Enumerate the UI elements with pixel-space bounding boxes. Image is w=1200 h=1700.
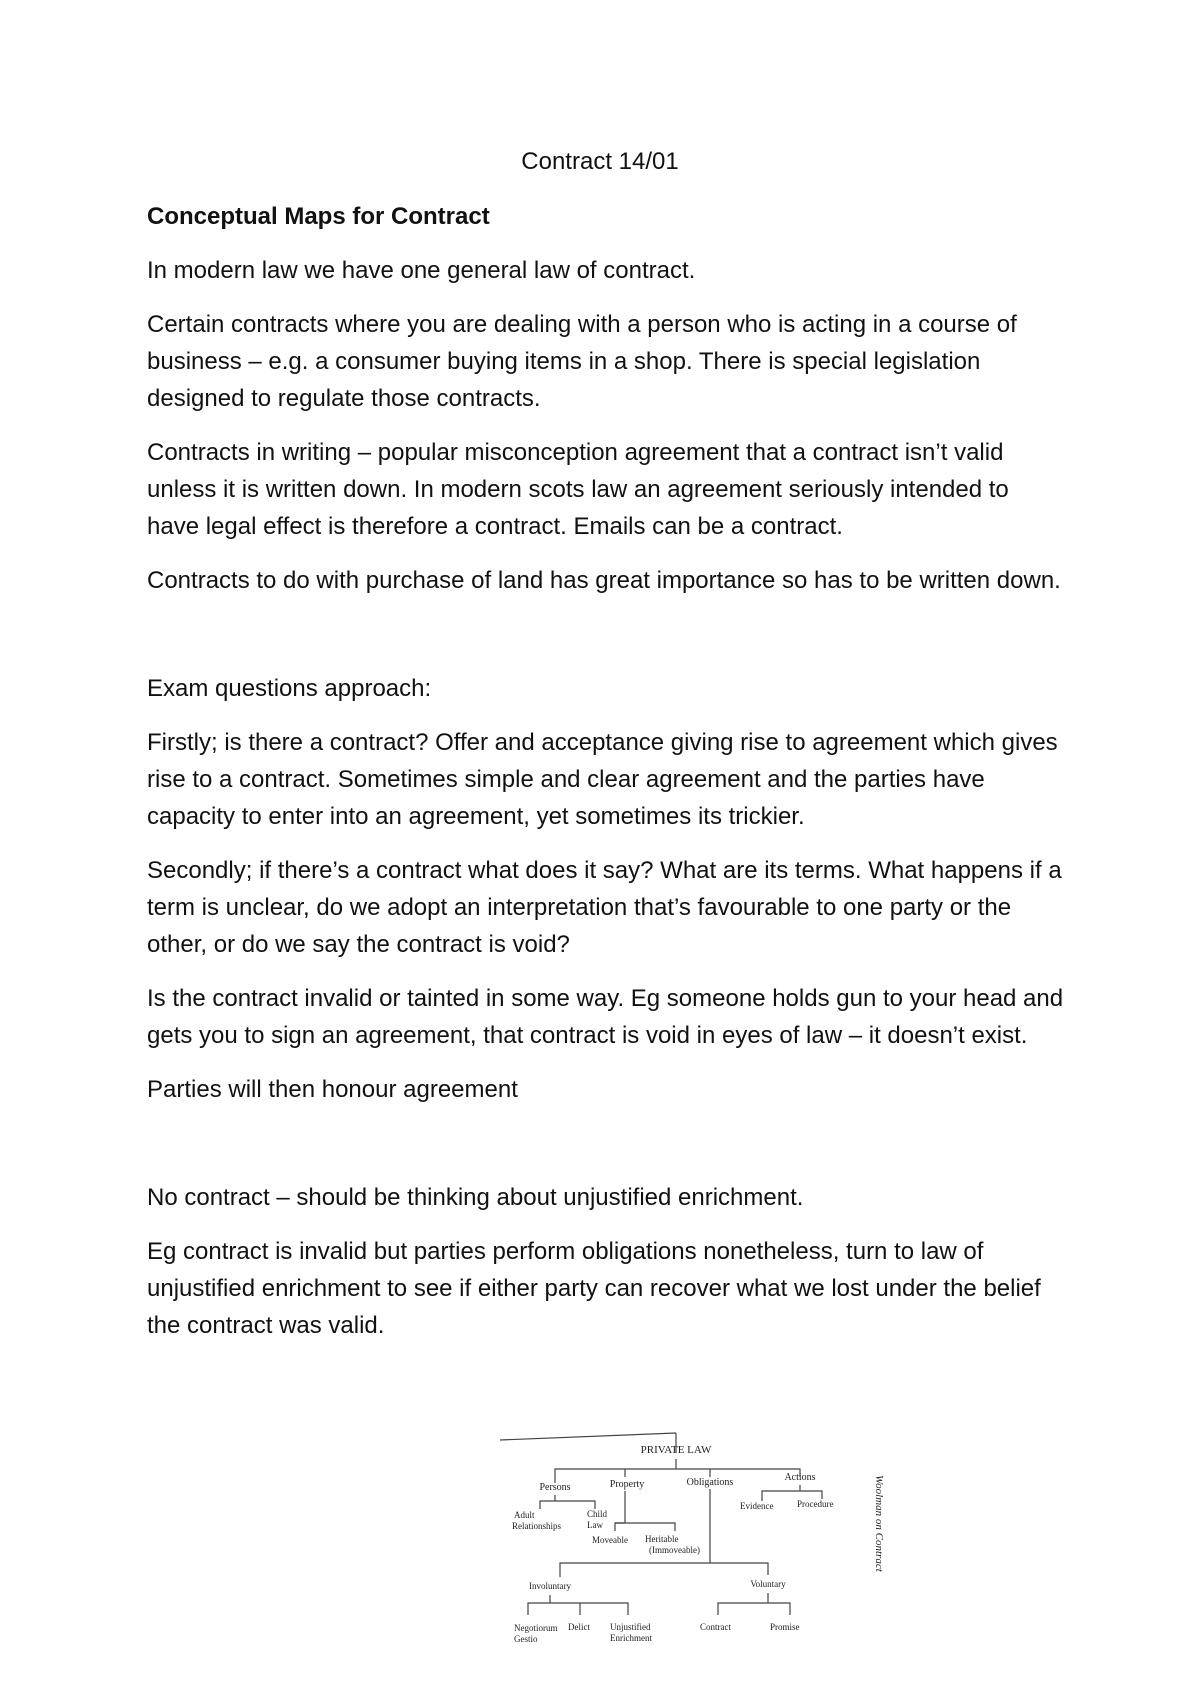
paragraph: Firstly; is there a contract? Offer and acceptance giving rise to agreement which gives rise to a contract. Sometimes simple and clear agreement and the parties have capacity to enter into an agreement, yet sometimes its trickier. xyxy=(147,729,1058,830)
tree-line xyxy=(560,1563,768,1577)
paragraph: Parties will then honour agreement xyxy=(147,1076,518,1103)
paragraph: Contracts to do with purchase of land has great importance so has to be written down. xyxy=(147,567,1061,594)
paragraph: No contract – should be thinking about unjustified enrichment. xyxy=(147,1184,804,1211)
spacer xyxy=(147,616,1067,670)
paragraph: Exam questions approach: xyxy=(147,675,432,702)
private-law-tree-diagram xyxy=(500,1425,910,1695)
node-moveable: Moveable xyxy=(592,1535,628,1545)
tree-line xyxy=(528,1603,628,1615)
paragraph: Eg contract is invalid but parties perform obligations nonetheless, turn to law of unjustified enrichment to see if either party can recover what we lost under the belief the contract was valid. xyxy=(147,1238,1041,1339)
tree-line xyxy=(615,1523,675,1531)
branch-property: Property xyxy=(609,1479,645,1490)
section-heading: Conceptual Maps for Contract xyxy=(147,203,490,230)
node-delict: Delict xyxy=(568,1622,590,1632)
branch-persons: Persons xyxy=(539,1482,571,1493)
paragraph: Contracts in writing – popular misconception agreement that a contract isn’t valid unless it is written down. In modern scots law an agreement seriously intended to have legal effect is therefore a contract. Emails can be a contract. xyxy=(147,439,1009,540)
branch-actions: Actions xyxy=(784,1472,816,1483)
branch-obligations: Obligations xyxy=(686,1477,734,1488)
node-promise: Promise xyxy=(770,1622,800,1632)
node-adult-relationships xyxy=(514,1510,535,1520)
tree-line xyxy=(615,1491,625,1531)
paragraph: Secondly; if there’s a contract what does it say? What are its terms. What happens if a term is unclear, do we adopt an interpretation that’s favourable to one party or the other, or do we say the contract is void? xyxy=(147,857,1062,958)
node-child-law: Child Law xyxy=(587,1509,608,1530)
tree-line xyxy=(555,1469,800,1483)
tree-line xyxy=(718,1603,790,1615)
root-node: PRIVATE LAW xyxy=(640,1444,712,1456)
node-adult-label: Adult xyxy=(514,1510,535,1520)
node-voluntary: Voluntary xyxy=(750,1579,786,1589)
paragraph: In modern law we have one general law of contract. xyxy=(147,257,696,284)
node-involuntary: Involuntary xyxy=(529,1581,571,1591)
node-contract: Contract xyxy=(700,1622,731,1632)
tree-line xyxy=(540,1501,595,1509)
node-adult-relationships-label: Relationships xyxy=(512,1521,561,1531)
document-body xyxy=(147,198,1067,1361)
page-title: Contract 14/01 xyxy=(521,148,679,175)
node-evidence: Evidence xyxy=(740,1501,774,1511)
spacer xyxy=(147,1125,1067,1179)
side-caption: Woolman on Contract xyxy=(873,1475,885,1572)
node-unjustified-enrichment: Unjustified Enrichment xyxy=(610,1622,652,1643)
node-procedure: Procedure xyxy=(797,1499,834,1509)
tree-line xyxy=(500,1433,676,1440)
paragraph: Certain contracts where you are dealing with a person who is acting in a course of business – e.g. a consumer buying items in a shop. There is special legislation designed to regulate those contracts. xyxy=(147,311,1017,412)
node-negotiorum-gestio: Negotiorum Gestio xyxy=(514,1623,558,1644)
node-heritable: Heritable (Immoveable) xyxy=(645,1534,700,1555)
paragraph: Is the contract invalid or tainted in some way. Eg someone holds gun to your head and gets you to sign an agreement, that contract is void in eyes of law – it doesn’t exist. xyxy=(147,985,1064,1049)
